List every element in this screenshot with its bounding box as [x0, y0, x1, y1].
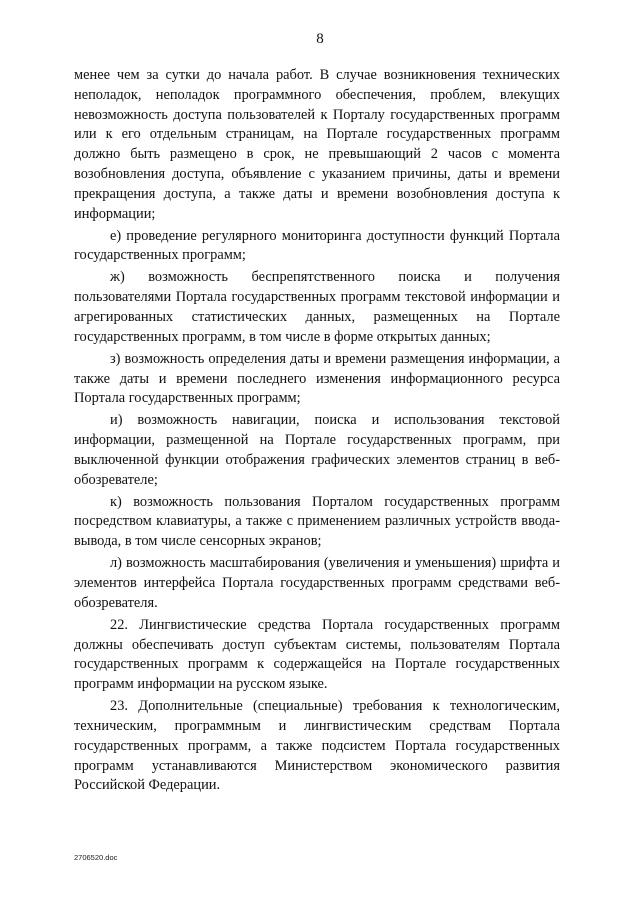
paragraph-section-22: 22. Лингвистические средства Портала государственных программ должны обеспечивать доступ субъектам системы, пользователям Портала государственных программ к содержащейся на Портале государственных программ информации на русском языке.	[74, 616, 560, 693]
paragraph-item-l: л) возможность масштабирования (увеличения и уменьшения) шрифта и элементов интерфейса Портала государственных программ средствами веб-обозревателя.	[74, 555, 560, 611]
paragraph-item-e: е) проведение регулярного мониторинга доступности функций Портала государственных программ;	[74, 227, 560, 264]
footer-document-code: 2706520.doc	[74, 853, 118, 862]
paragraph-item-z: з) возможность определения даты и времени размещения информации, а также даты и времени последнего изменения информационного ресурса Портала государственных программ;	[74, 350, 560, 407]
paragraph-section-23: 23. Дополнительные (специальные) требования к технологическим, техническим, программным и лингвистическим средствам Портала государственных программ, а также подсистем Портала государственных программ устанавливаются Министерством экономического развития Российской Федерации.	[74, 698, 560, 794]
document-body	[74, 66, 560, 798]
paragraph-item-i: и) возможность навигации, поиска и использования текстовой информации, размещенной на Портале государственных программ, при выключенной функции отображения графических элементов страниц в веб-обозревателе;	[74, 412, 560, 488]
paragraph-item-k: к) возможность пользования Порталом государственных программ посредством клавиатуры, а также с применением различных устройств ввода-вывода, в том числе сенсорных экранов;	[74, 493, 560, 550]
paragraph-continuation: менее чем за сутки до начала работ. В случае возникновения технических неполадок, неполадок программного обеспечения, проблем, влекущих невозможность доступа пользователей к Порталу государственных программ или к его отдельным страницам, на Портале государственных программ должно быть размещено в срок, не превышающий 2 часов с момента возобновления доступа, объявление с указанием причины, даты и времени прекращения доступа, а также даты и времени возобновления доступа к информации;	[74, 67, 560, 222]
paragraph-item-zh: ж) возможность беспрепятственного поиска и получения пользователями Портала государственных программ текстовой информации и агрегированных статистических данных, размещенных на Портале государственных программ, в том числе в форме открытых данных;	[74, 269, 560, 345]
page-number: 8	[316, 31, 324, 47]
